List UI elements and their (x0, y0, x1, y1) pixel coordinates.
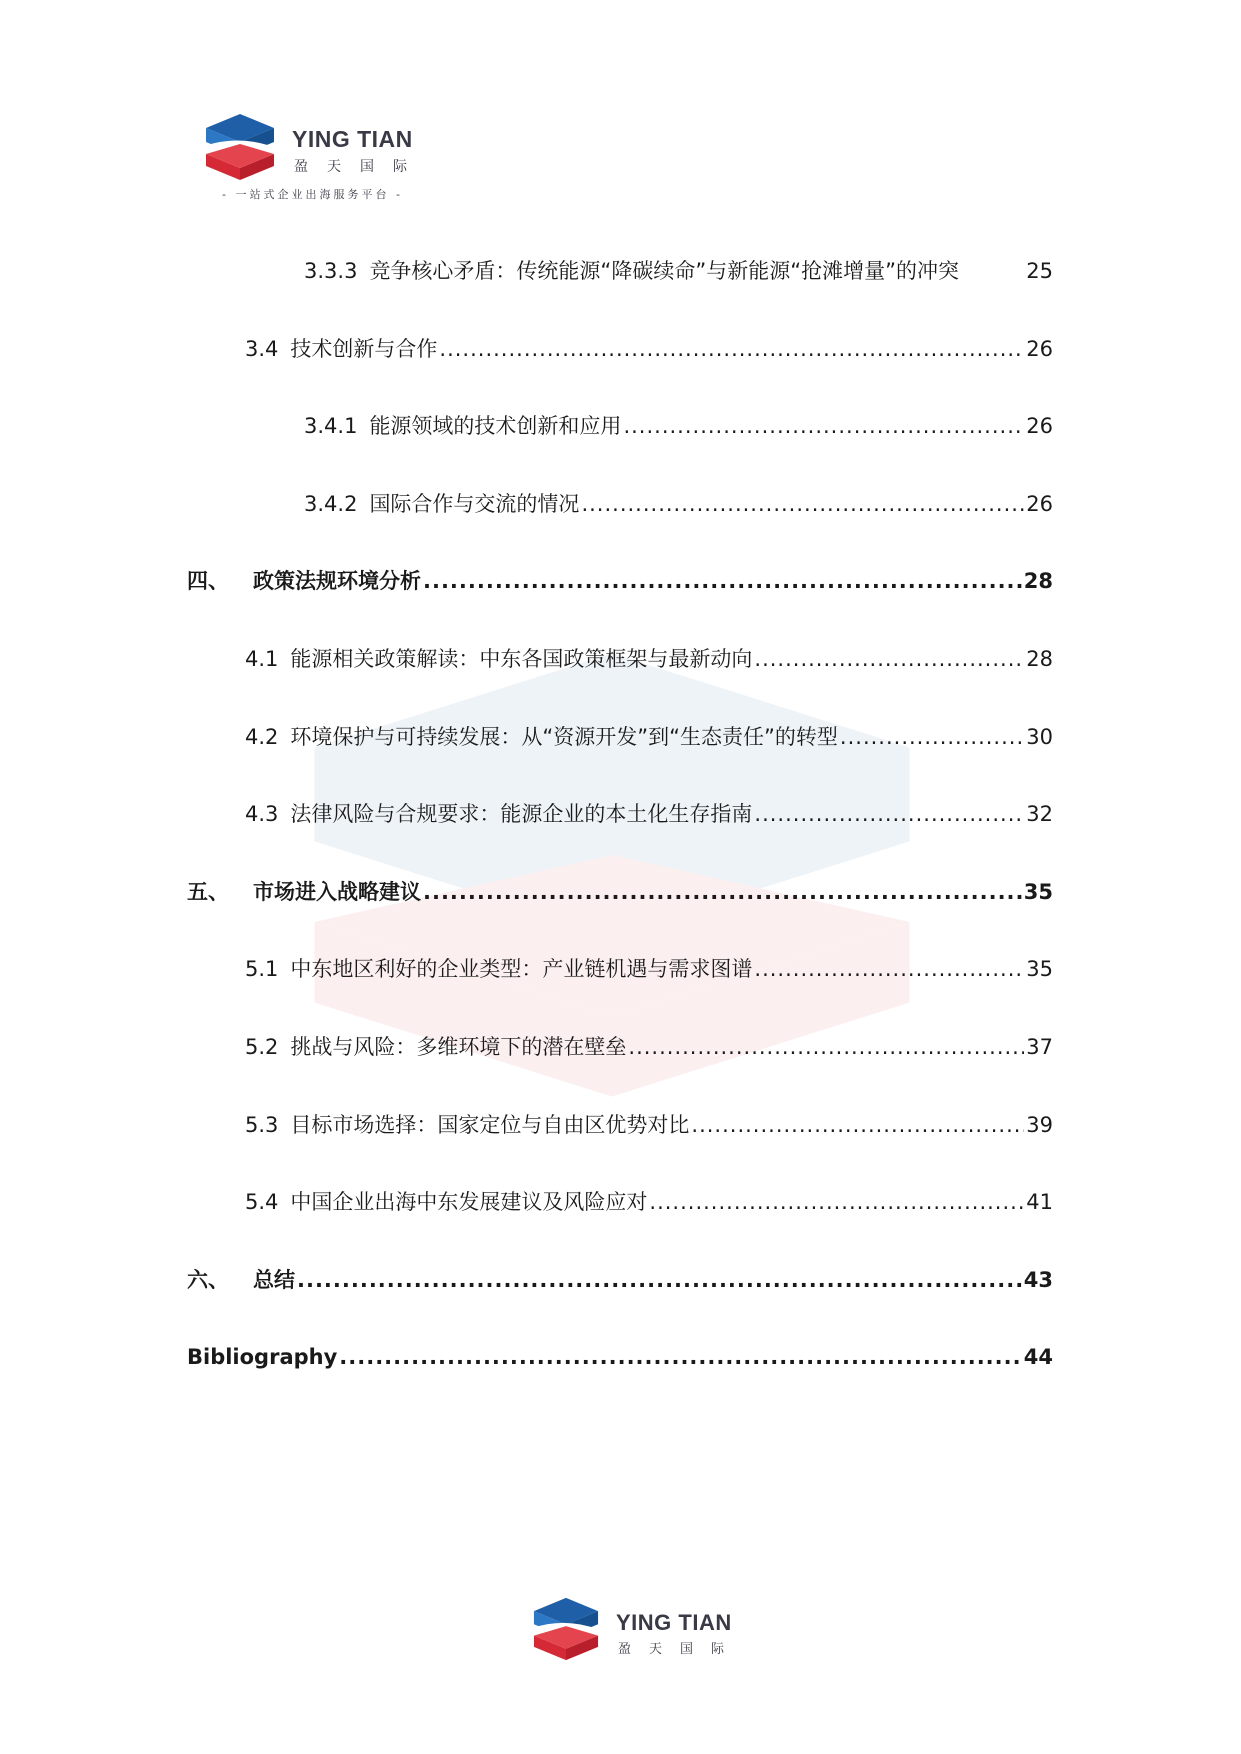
toc-entry-title: 能源相关政策解读：中东各国政策框架与最新动向 (290, 647, 753, 671)
toc-entry-number: 3.4.2 (304, 491, 358, 516)
toc-entry-title: 目标市场选择：国家定位与自由区优势对比 (290, 1112, 690, 1137)
toc-dot-leader (691, 1108, 1024, 1142)
toc-page-number: 41 (1026, 1190, 1053, 1215)
toc-entry-title: 技术创新与合作 (290, 336, 438, 361)
toc-entry-number: 五、 (187, 879, 229, 904)
toc-page-number: 35 (1023, 879, 1053, 904)
toc-entry-title: 能源领域的技术创新和应用 (369, 414, 622, 439)
toc-entry-number: 4.1 (245, 647, 279, 671)
toc-dot-leader (339, 1340, 1021, 1374)
toc-entry[interactable] (245, 720, 1053, 754)
toc-page-number: 25 (1026, 259, 1053, 283)
toc-entry[interactable] (245, 1030, 1053, 1064)
toc-entry-title: 中国企业出海中东发展建议及风险应对 (290, 1190, 648, 1215)
toc-entry-title: 总结 (253, 1267, 295, 1292)
toc-dot-leader (423, 564, 1022, 598)
footer-logo (528, 1596, 748, 1666)
footer-logo-text-english: YING TIAN (616, 1610, 732, 1635)
toc-dot-leader (649, 1185, 1024, 1219)
toc-page-number: 32 (1026, 802, 1053, 827)
toc-page-number: 26 (1026, 336, 1053, 361)
toc-dot-leader (628, 1030, 1024, 1064)
toc-entry[interactable] (245, 642, 1053, 676)
toc-entry-number: 4.3 (245, 802, 279, 827)
toc-entry-number: 四、 (187, 569, 229, 594)
toc-page-number: 39 (1026, 1112, 1053, 1137)
toc-dot-leader (623, 409, 1024, 443)
toc-entry[interactable] (304, 409, 1053, 443)
toc-dot-leader (439, 332, 1024, 366)
toc-dot-leader (754, 797, 1024, 831)
toc-entry-number: 3.4 (245, 336, 279, 361)
toc-page-number: 26 (1026, 414, 1053, 439)
toc-entry-title: 政策法规环境分析 (253, 569, 421, 594)
footer-logo-text-chinese: 盈天国际 (618, 1642, 743, 1657)
toc-entry-title: 挑战与风险：多维环境下的潜在壁垒 (290, 1035, 627, 1059)
logo-slogan: - 一站式企业出海服务平台 - (222, 188, 403, 201)
toc-entry-title: 竞争核心矛盾：传统能源“降碳续命”与新能源“抢滩增量”的冲突 (369, 259, 959, 283)
toc-entry-title: 中东地区利好的企业类型：产业链机遇与需求图谱 (290, 957, 753, 982)
toc-entry-number: 5.4 (245, 1190, 279, 1215)
toc-entry[interactable] (304, 487, 1053, 521)
toc-entry[interactable] (245, 1108, 1053, 1142)
toc-page-number: 37 (1026, 1035, 1053, 1059)
toc-entry-title: Bibliography (187, 1345, 338, 1370)
toc-entry-number: 3.4.1 (304, 414, 358, 439)
toc-entry-title: 法律风险与合规要求：能源企业的本土化生存指南 (290, 802, 753, 827)
toc-entry-number: 5.2 (245, 1035, 279, 1059)
toc-dot-leader (581, 487, 1024, 521)
toc-entry[interactable] (245, 952, 1053, 986)
toc-chapter-entry[interactable] (187, 564, 1053, 598)
logo-text-chinese: 盈天国际 (294, 159, 426, 175)
toc-entry[interactable] (245, 797, 1053, 831)
toc-dot-leader (423, 875, 1022, 909)
toc-dot-leader (754, 642, 1024, 676)
toc-entry-number: 5.1 (245, 957, 279, 982)
toc-entry[interactable] (304, 254, 1053, 288)
toc-entry-number: 5.3 (245, 1112, 279, 1137)
toc-dot-leader (840, 720, 1024, 754)
toc-entry-number: 3.3.3 (304, 259, 358, 283)
toc-entry-number: 4.2 (245, 724, 279, 749)
logo-text-english: YING TIAN (292, 126, 413, 152)
toc-entry[interactable] (245, 332, 1053, 366)
toc-entry-title: 国际合作与交流的情况 (369, 491, 580, 516)
toc-chapter-entry[interactable] (187, 1340, 1053, 1374)
ying-tian-footer-logo-icon (528, 1596, 604, 1662)
toc-page-number: 35 (1026, 957, 1053, 982)
toc-chapter-entry[interactable] (187, 875, 1053, 909)
toc-page-number: 44 (1023, 1345, 1053, 1370)
toc-page-number: 30 (1026, 724, 1053, 749)
toc-dot-leader (754, 952, 1024, 986)
toc-page-number: 28 (1023, 569, 1053, 594)
toc-entry[interactable] (245, 1185, 1053, 1219)
toc-page-number: 26 (1026, 491, 1053, 516)
toc-dot-leader (297, 1263, 1022, 1297)
toc-page-number: 43 (1023, 1267, 1053, 1292)
toc-entry-title: 市场进入战略建议 (253, 879, 421, 904)
toc-entry-number: 六、 (187, 1267, 229, 1292)
toc-chapter-entry[interactable] (187, 1263, 1053, 1297)
toc-entry-title: 环境保护与可持续发展：从“资源开发”到“生态责任”的转型 (290, 724, 838, 749)
toc-page-number: 28 (1026, 647, 1053, 671)
